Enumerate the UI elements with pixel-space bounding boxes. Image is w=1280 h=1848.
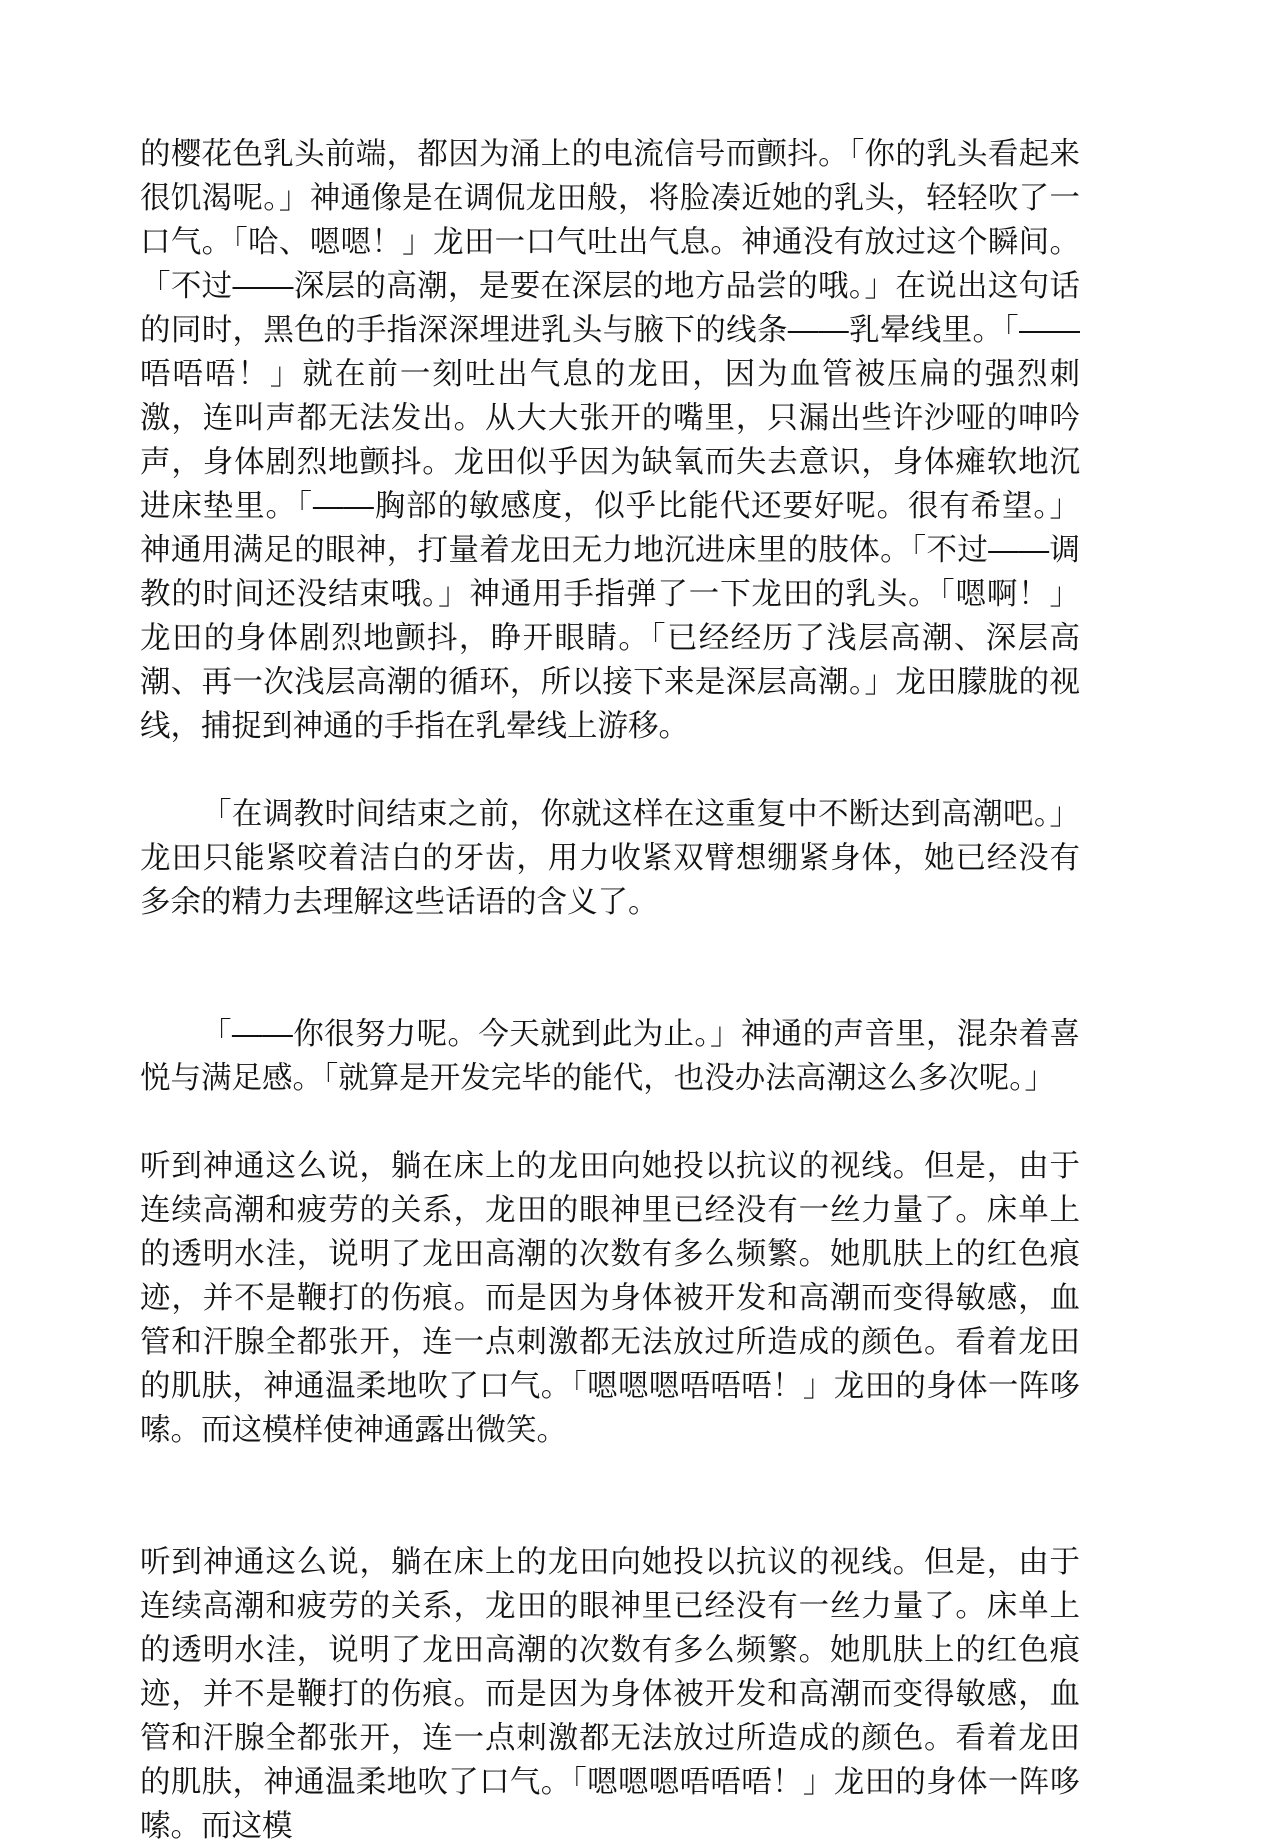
paragraph-spacer-3 xyxy=(140,1100,1080,1144)
paragraph-spacer-1 xyxy=(140,748,1080,792)
paragraph-spacer-2 xyxy=(140,924,1080,1012)
text-column xyxy=(140,132,1080,1848)
paragraph-4: 听到神通这么说，躺在床上的龙田向她投以抗议的视线。但是，由于连续高潮和疲劳的关系，龙田的眼神里已经没有一丝力量了。床单上的透明水洼，说明了龙田高潮的次数有多么频繁。她肌肤上的红色痕迹，并不是鞭打的伤痕。而是因为身体被开发和高潮而变得敏感，血管和汗腺全都张开，连一点刺激都无法放过所造成的颜色。看着龙田的肌肤，神通温柔地吹了口气。「嗯嗯嗯唔唔唔！」龙田的身体一阵哆嗦。而这模样使神通露出微笑。 xyxy=(140,1149,1080,1447)
paragraph-spacer-4 xyxy=(140,1452,1080,1540)
paragraph-3: 「——你很努力呢。今天就到此为止。」神通的声音里，混杂着喜悦与满足感。「就算是开发完毕的能代，也没办法高潮这么多次呢。」 xyxy=(140,1017,1080,1095)
paragraph-1: 的樱花色乳头前端，都因为涌上的电流信号而颤抖。「你的乳头看起来很饥渴呢。」神通像是在调侃龙田般，将脸凑近她的乳头，轻轻吹了一口气。「哈、嗯嗯！」龙田一口气吐出气息。神通没有放过这个瞬间。「不过——深层的高潮，是要在深层的地方品尝的哦。」在说出这句话的同时，黑色的手指深深埋进乳头与腋下的线条——乳晕线里。「——唔唔唔！」就在前一刻吐出气息的龙田，因为血管被压扁的强烈刺激，连叫声都无法发出。从大大张开的嘴里，只漏出些许沙哑的呻吟声，身体剧烈地颤抖。龙田似乎因为缺氧而失去意识，身体瘫软地沉进床垫里。「——胸部的敏感度，似乎比能代还要好呢。很有希望。」神通用满足的眼神，打量着龙田无力地沉进床里的肢体。「不过——调教的时间还没结束哦。」神通用手指弹了一下龙田的乳头。「嗯啊！」龙田的身体剧烈地颤抖，睁开眼睛。「已经经历了浅层高潮、深层高潮、再一次浅层高潮的循环，所以接下来是深层高潮。」龙田朦胧的视线，捕捉到神通的手指在乳晕线上游移。 xyxy=(140,137,1080,743)
paragraph-2: 「在调教时间结束之前，你就这样在这重复中不断达到高潮吧。」龙田只能紧咬着洁白的牙齿，用力收紧双臂想绷紧身体，她已经没有多余的精力去理解这些话语的含义了。 xyxy=(140,797,1080,919)
paragraph-5: 听到神通这么说，躺在床上的龙田向她投以抗议的视线。但是，由于连续高潮和疲劳的关系，龙田的眼神里已经没有一丝力量了。床单上的透明水洼，说明了龙田高潮的次数有多么频繁。她肌肤上的红色痕迹，并不是鞭打的伤痕。而是因为身体被开发和高潮而变得敏感，血管和汗腺全都张开，连一点刺激都无法放过所造成的颜色。看着龙田的肌肤，神通温柔地吹了口气。「嗯嗯嗯唔唔唔！」龙田的身体一阵哆嗦。而这模 xyxy=(140,1545,1080,1843)
